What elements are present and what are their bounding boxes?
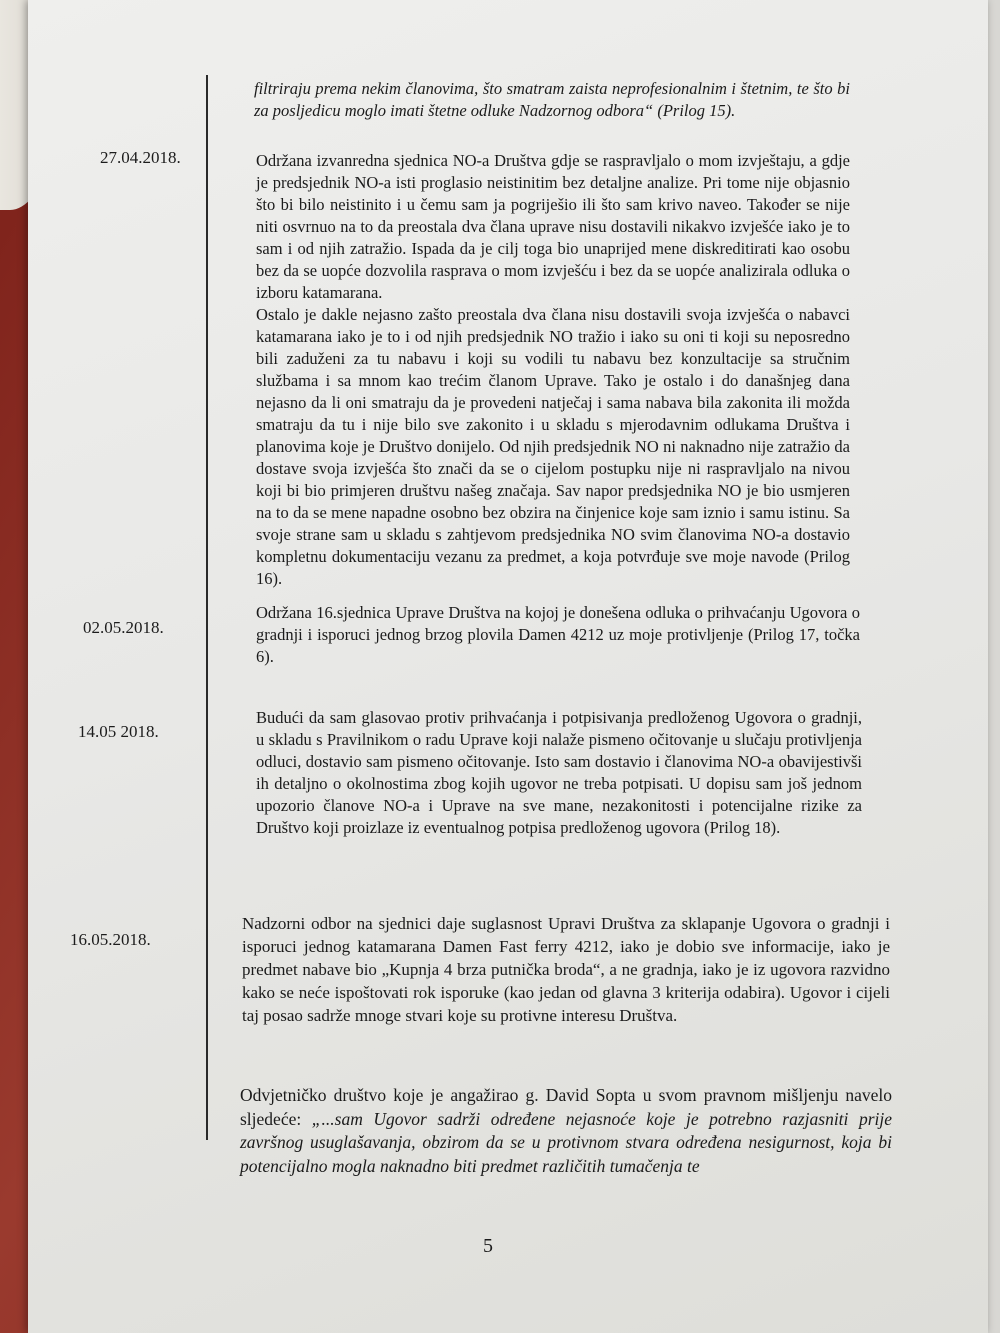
entry-4-paragraph-0: Nadzorni odbor na sjednici daje suglasnost Upravi Društva za sklapanje Ugovora o gradnji i isporuci jednog katamarana Damen Fast ferry 4212, iako je dobio sve informacije, iako je predmet nabave bio „Kupnja 4 brza putnička broda“, a ne gradnja, iako je iz ugovora razvidno kako se neće ispoštovati rok isporuke (kao jedan od glavna 3 kriterija odabira). Ugovor i cijeli taj posao sadrže mnoge stvari koje su protivne interesu Društva. [242,914,890,1025]
entry-date: 14.05 2018. [78,722,159,741]
entry-4-paragraph-1 [240,1084,892,1178]
entry-4-paragraph-1-plain: Odvjetničko društvo koje je angažirao g. David Sopta u svom pravnom mišljenju navelo sljedeće: [240,1085,892,1129]
entry-0-paragraph-0: filtriraju prema nekim članovima, što smatram zaista neprofesionalnim i štetnim, te što bi za posljedicu moglo imati štetne odluke Nadzornog odbora“ (Prilog 15). [254,79,850,120]
document-page [28,0,988,1333]
entry-1-paragraph-0: Održana izvanredna sjednica NO-a Društva gdje se raspravljalo o mom izvještaju, a gdje je predsjednik NO-a isti proglasio neistinitim bez detaljne analize. Pri tome nije objasnio što bi bilo neistinito i u čemu sam ja pogriješio ili što sam krivo naveo. Također se nije niti osvrnuo na to da preostala dva člana uprave nisu dostavili nikakvo izvješće iako je to sam i od njih zatražio. Ispada da je cilj toga bio unaprijed mene diskreditirati kao osobu bez da se uopće dozvolila rasprava o mom izvješću i bez da se uopće analizirala odluka o izboru katamarana. [256,151,850,302]
entry-3-paragraph-0: Budući da sam glasovao protiv prihvaćanja i potpisivanja predloženog Ugovora o gradnji, u skladu s Pravilnikom o radu Uprave koji nalaže pismeno očitovanje u slučaju protivljenja odluci, dostavio sam pismeno očitovanje. Isto sam dostavio i članovima NO-a obavijestivši ih detaljno o okolnostima zbog kojih ugovor ne treba potpisati. U dopisu sam još jednom upozorio članove NO-a i Uprave na sve mane, nezakonitosti i potencijalne rizike za Društvo koji proizlaze iz eventualnog potpisa predloženog ugovora (Prilog 18). [256,708,862,837]
entry-2-paragraph-0: Održana 16.sjednica Uprave Društva na kojoj je donešena odluka o prihvaćanju Ugovora o gradnji i isporuci jednog brzog plovila Damen 4212 uz moje protivljenje (Prilog 17, točka 6). [256,603,860,666]
entry-date: 16.05.2018. [70,930,151,949]
entry-date: 27.04.2018. [100,148,181,167]
entry-date: 02.05.2018. [83,618,164,637]
entry-4-paragraph-1-quote: „...sam Ugovor sadrži određene nejasnoće koje je potrebno razjasniti prije završnog usuglašavanja, obzirom da se u protivnom stvara određena nesigurnost, koja bi potencijalno mogla naknadno biti predmet različitih tumačenja te [240,1108,893,1176]
page-number: 5 [483,1235,493,1257]
timeline-divider [206,75,208,1140]
entry-1-paragraph-1: Ostalo je dakle nejasno zašto preostala dva člana nisu dostavili svoja izvješća o nabavci katamarana iako je to i od njih predsjednik NO tražio i iako su oni ti koji su neposredno bili zaduženi za tu nabavu i koji su vodili tu nabavu bez konzultacije sa stručnim službama i sa mnom kao trećim članom Uprave. Tako je ostalo i do današnjeg dana nejasno da li oni smatraju da je provedeni natječaj i sama nabava bila zakonita ili možda smatraju da tu i nije bilo sve zakonito i u skladu s mjerodavnim odlukama Društva i planovima koje je Društvo donijelo. Od njih predsjednik NO ni naknadno nije zatražio da dostave svoja izvješća što znači da se o cijelom postupku nije ni raspravljalo na nivou koji bi bio primjeren društvu našeg značaja. Sav napor predsjednika NO je bio usmjeren na to da se mene napadne osobno bez obzira na činjenice koje sam iznio i samu istinu. Sa svoje strane sam u skladu s zahtjevom predsjednika NO svim članovima NO-a dostavio kompletnu dokumentaciju vezanu za predmet, a koja potvrđuje sve moje navode (Prilog 16). [256,305,850,588]
